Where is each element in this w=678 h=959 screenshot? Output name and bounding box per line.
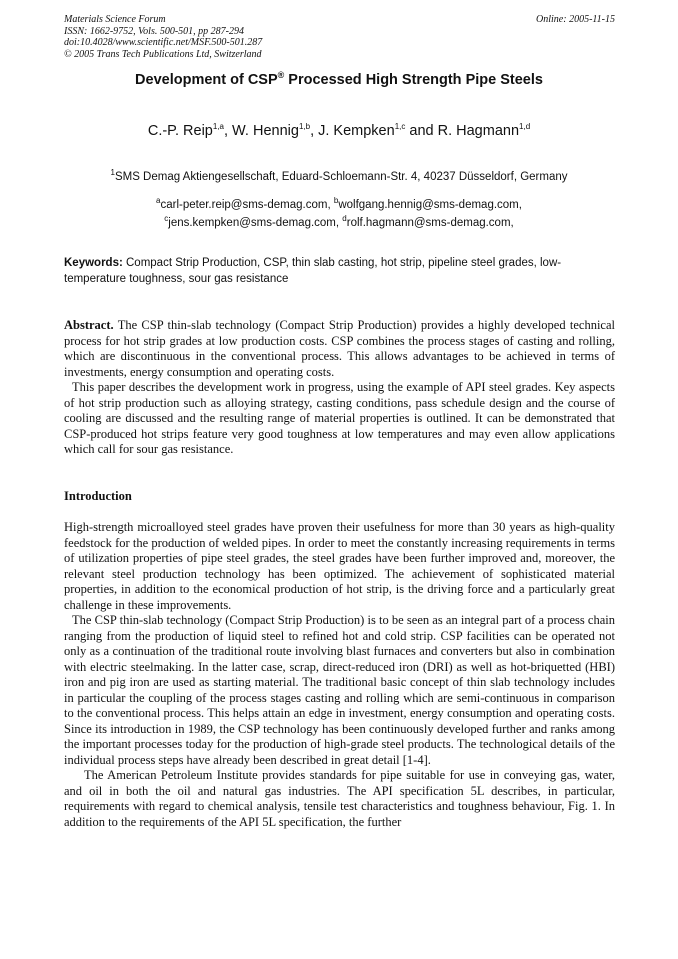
email-list: [0, 194, 678, 230]
abstract-paragraph: This paper describes the development work in progress, using the example of API steel grades. Key aspects of hot strip production such as alloying strategy, casting conditions, pass schedule design and the course of cooling are discussed and the resulting range of material properties is outlined. It can be demonstrated that CSP-produced hot strips feature very good toughness at low temperatures and may even allow applications which call for sour gas resistance.: [64, 380, 615, 456]
keywords: [64, 256, 615, 287]
paper-title: [0, 66, 678, 89]
email-mark: c: [164, 213, 169, 223]
email-line: [0, 212, 678, 230]
doi-line[interactable]: doi:10.4028/www.scientific.net/MSF.500-501.287: [64, 37, 263, 48]
title-suffix: Processed High Strength Pipe Steels: [284, 71, 543, 88]
keywords-label: Keywords:: [64, 257, 123, 269]
journal-name: Materials Science Forum: [64, 14, 166, 25]
email-link[interactable]: wolfgang.hennig@sms-demag.com,: [338, 198, 522, 211]
abstract-text: The CSP thin-slab technology (Compact Strip Production) provides a highly developed technical process for hot strip grades at low production costs. CSP combines the process stages of casting and rolling, which are discontinuous in the conventional process. This allows advantages to be achieved in terms of investments, energy consumption and operating costs.: [64, 318, 615, 379]
registered-mark: ®: [277, 70, 285, 80]
author-name: and R. Hagmann: [405, 122, 520, 139]
title-prefix: Development of CSP: [135, 71, 278, 88]
abstract-label: Abstract.: [64, 318, 114, 332]
affiliation-mark: 1: [110, 168, 115, 177]
intro-paragraph: High-strength microalloyed steel grades have proven their usefulness for more than 30 years as high-quality feedstock for the production of welded pipes. In order to meet the constantly increasing requirements in terms of utilization properties of pipe steel grades, the steel grades have been further improved and, moreover, the relevant steel production technology has been optimized. The achievement of sophisticated material properties, in addition to the economical production of hot strip, is the driving force and a particularly great challenge in these improvements.: [64, 520, 615, 612]
author-name: , J. Kempken: [310, 122, 395, 139]
journal-header: [64, 14, 615, 60]
email-mark: d: [342, 213, 347, 223]
affiliation: [0, 166, 678, 184]
email-link[interactable]: carl-peter.reip@sms-demag.com,: [160, 198, 334, 211]
abstract-paragraph: [64, 318, 615, 380]
issn-line: ISSN: 1662-9752, Vols. 500-501, pp 287-294: [64, 25, 244, 37]
author-affil-mark: 1,c: [394, 122, 406, 131]
author-affil-mark: 1,a: [212, 122, 224, 131]
email-link[interactable]: jens.kempken@sms-demag.com,: [168, 216, 343, 229]
author-affil-mark: 1,d: [519, 122, 531, 131]
intro-paragraph: The American Petroleum Institute provides standards for pipe suitable for use in conveying gas, water, and oil in both the oil and natural gas industries. The API specification 5L describes, in particular, requirements with regard to chemical analysis, tensile test characteristics and toughness behaviour, Fig. 1. In addition to the requirements of the API 5L specification, the further: [64, 768, 615, 829]
abstract: [64, 318, 615, 458]
author-affil-mark: 1,b: [298, 122, 311, 131]
email-line: [0, 194, 678, 212]
author-list: [0, 118, 678, 140]
author-name: C.-P. Reip: [147, 122, 213, 139]
online-date: Online: 2005-11-15: [536, 14, 615, 25]
section-heading: Introduction: [64, 489, 132, 503]
intro-paragraph: The CSP thin-slab technology (Compact Strip Production) is to be seen as an integral part of a process chain ranging from the production of liquid steel to refined hot and cold strip. CSP facilities can be operated not only as a continuation of the traditional route involving blast furnaces and converters but also in combination with electric steelmaking. In the latter case, scrap, direct-reduced iron (DRI) as well as hot-briquetted (HBI) iron and pig iron are used as starting material. The traditional basic concept of thin slab technology includes in particular the coupling of the process stages casting and rolling which are semi-continuous in comparison to the conventional process. This helps attain an edge in investment, energy consumption and operating costs. Since its introduction in 1989, the CSP technology has been continuously developed further and ranks among the important processes today for the production of high-grade steel products. The technological details of the individual process steps have already been described in great detail [1-4].: [64, 613, 615, 767]
copyright-line: © 2005 Trans Tech Publications Ltd, Switzerland: [64, 48, 262, 60]
email-mark: a: [156, 196, 161, 205]
affiliation-text: SMS Demag Aktiengesellschaft, Eduard-Schloemann-Str. 4, 40237 Düsseldorf, Germany: [114, 170, 568, 183]
introduction-section: [64, 520, 615, 830]
author-name: , W. Hennig: [223, 122, 299, 139]
keywords-text: Compact Strip Production, CSP, thin slab casting, hot strip, pipeline steel grades, low-temperature toughness, sour gas resistance: [64, 257, 562, 285]
email-link[interactable]: rolf.hagmann@sms-demag.com,: [346, 216, 514, 229]
email-mark: b: [333, 196, 339, 205]
